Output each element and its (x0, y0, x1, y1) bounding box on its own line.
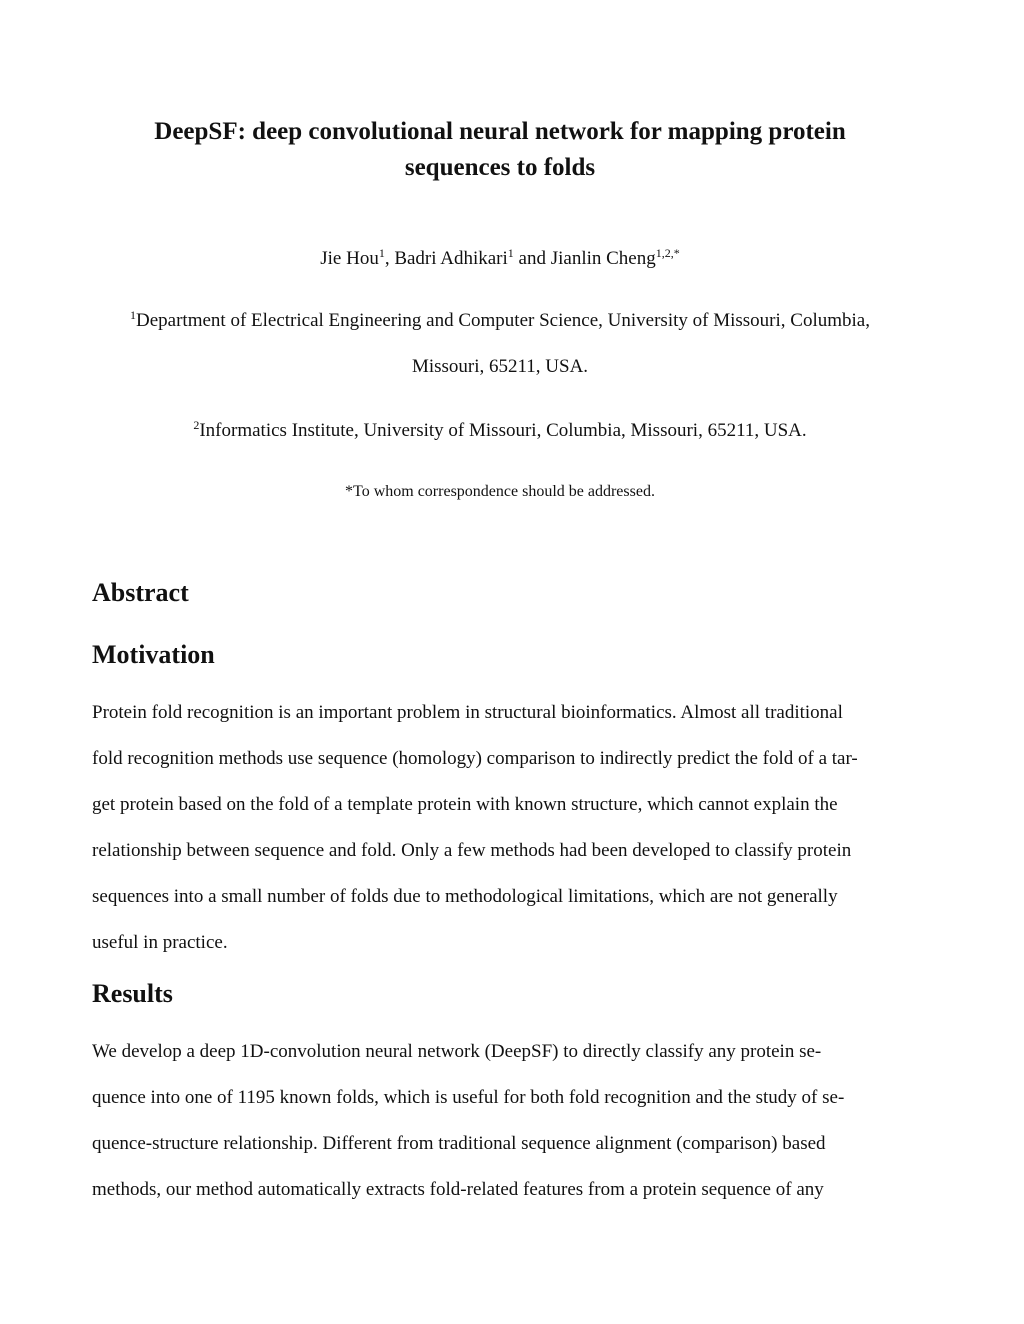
motivation-heading: Motivation (92, 640, 215, 669)
affiliation-text: Department of Electrical Engineering and Computer Science, University of Missouri, Columbia, (136, 310, 870, 331)
title-line-1: DeepSF: deep convolutional neural network for mapping protein (154, 118, 846, 145)
text-line: quence-structure relationship. Different from traditional sequence alignment (comparison) based (92, 1133, 826, 1154)
author-list (92, 246, 908, 272)
author-separator: , (384, 248, 395, 269)
author-affiliation-mark: 1 (378, 246, 385, 260)
paper-title (92, 114, 908, 186)
author-name: Badri Adhikari (394, 248, 508, 269)
text-line: fold recognition methods use sequence (homology) comparison to indirectly predict the fold of a tar- (92, 748, 858, 769)
affiliation-mark: 2 (193, 418, 200, 432)
results-paragraph (92, 1039, 892, 1223)
text-line: relationship between sequence and fold. Only a few methods had been developed to classify protein (92, 840, 852, 861)
text-line: get protein based on the fold of a template protein with known structure, which cannot explain the (92, 794, 838, 815)
text-line: Protein fold recognition is an important problem in structural bioinformatics. Almost all traditional (92, 702, 843, 723)
author-name: Jie Hou (320, 248, 379, 269)
affiliation-mark: 1 (130, 308, 137, 322)
text-line: useful in practice. (92, 932, 228, 953)
results-heading: Results (92, 979, 173, 1008)
abstract-heading: Abstract (92, 578, 189, 607)
text-line: sequences into a small number of folds due to methodological limitations, which are not generally (92, 886, 838, 907)
text-line: We develop a deep 1D-convolution neural network (DeepSF) to directly classify any protein se- (92, 1041, 822, 1062)
author-affiliation-mark: 1,2,* (655, 246, 680, 260)
correspondence-note: *To whom correspondence should be addressed. (345, 483, 655, 500)
motivation-paragraph (92, 700, 892, 976)
author-affiliation-mark: 1 (507, 246, 514, 260)
affiliation-text: Informatics Institute, University of Missouri, Columbia, Missouri, 65211, USA. (199, 420, 807, 441)
affiliation-1 (92, 298, 908, 390)
text-line: methods, our method automatically extracts fold-related features from a protein sequence of any (92, 1179, 824, 1200)
text-line: quence into one of 1195 known folds, which is useful for both fold recognition and the study of se- (92, 1087, 845, 1108)
author-separator: and (513, 248, 551, 269)
affiliation-2 (92, 408, 908, 454)
author-name: Jianlin Cheng (550, 248, 656, 269)
affiliation-text: Missouri, 65211, USA. (411, 356, 589, 377)
title-line-2: sequences to folds (404, 154, 596, 181)
